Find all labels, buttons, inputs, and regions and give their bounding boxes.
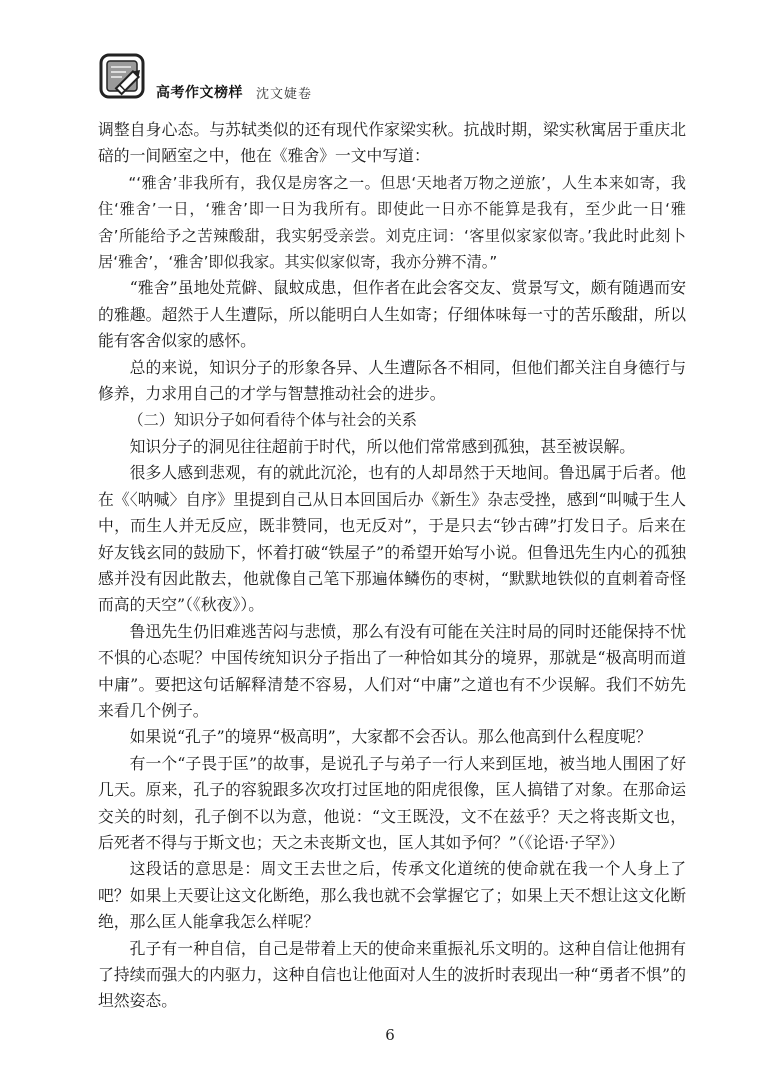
book-title: 高考作文榜样 <box>156 85 243 101</box>
paragraph: 调整自身心态。与苏轼类似的还有现代作家梁实秋。抗战时期，梁实秋寓居于重庆北碚的一间陋室之中，他在《雅舍》一文中写道： <box>98 120 686 166</box>
paragraph: 这段话的意思是：周文王去世之后，传承文化道统的使命就在我一个人身上了吧？如果上天要让这文化断绝，那么我也就不会掌握它了；如果上天不想让这文化断绝，那么匡人能拿我怎么样呢？ <box>98 859 686 932</box>
paragraph: 知识分子的洞见往往超前于时代，所以他们常常感到孤独，甚至被误解。 <box>129 436 636 456</box>
pencil-notebook-icon <box>98 52 148 102</box>
paragraph: 很多人感到悲观，有的就此沉沦，也有的人却昂然于天地间。鲁迅属于后者。他在《〈呐喊〉自序》里提到自己从日本回国后办《新生》杂志受挫，感到“叫喊于生人中，而生人并无反应，既非赞同，也无反对”，于是只去“钞古碑”打发日子。后来在好友钱玄同的鼓励下，怀着打破“铁屋子”的希望开始写小说。但鲁迅先生内心的孤独感并没有因此散去，他就像自己笔下那遍体鳞伤的枣树，“默默地铁似的直刺着奇怪而高的天空”（《秋夜》）。 <box>98 463 686 615</box>
paragraph: “雅舍”虽地处荒僻、鼠蚊成患，但作者在此会客交友、赏景写文，颇有随遇而安的雅趣。超然于人生遭际，所以能明白人生如寄；仔细体味每一寸的苦乐酸甜，所以能有客舍似家的感怀。 <box>98 278 686 351</box>
paragraph: 总的来说，知识分子的形象各异、人生遭际各不相同，但他们都关注自身德行与修养，力求用自己的才学与智慧推动社会的进步。 <box>98 357 686 404</box>
page-header <box>98 52 698 108</box>
paragraph: 孔子有一种自信，自己是带着上天的使命来重振礼乐文明的。这种自信让他拥有了持续而强大的内驱力，这种自信也让他面对人生的波折时表现出一种“勇者不惧”的坦然姿态。 <box>98 938 686 1011</box>
block-quote: “‘雅舍’非我所有，我仅是房客之一。但思‘天地者万物之逆旅’，人生本来如寄，我住‘雅舍’一日，‘雅舍’即一日为我所有。即使此一日亦不能算是我有，至少此一日‘雅舍’所能给予之苦辣酸甜，我实躬受亲尝。刘克庄词：‘客里似家家似寄。’我此时此刻卜居‘雅舍’，‘雅舍’即似我家。其实似家似寄，我亦分辨不清。” <box>98 173 686 272</box>
article-body <box>98 117 686 1015</box>
paragraph: 有一个“子畏于匡”的故事，是说孔子与弟子一行人来到匡地，被当地人围困了好几天。原来，孔子的容貌跟多次攻打过匡地的阳虎很像，匡人搞错了对象。在那命运交关的时刻，孔子倒不以为意，他说：“文王既没，文不在兹乎？天之将丧斯文也，后死者不得与于斯文也；天之未丧斯文也，匡人其如予何？”（《论语·子罕》） <box>98 753 686 852</box>
page-number: 6 <box>385 1026 395 1044</box>
paragraph: 如果说“孔子”的境界“极高明”，大家都不会否认。那么他高到什么程度呢？ <box>129 727 652 747</box>
paragraph: 鲁迅先生仍旧难逃苦闷与悲愤，那么有没有可能在关注时局的同时还能保持不忧不惧的心态呢？中国传统知识分子指出了一种恰如其分的境界，那就是“极高明而道中庸”。要把这句话解释清楚不容易，人们对“中庸”之道也有不少误解。我们不妨先来看几个例子。 <box>98 621 686 720</box>
section-heading: （二）知识分子如何看待个体与社会的关系 <box>128 411 417 430</box>
book-author: 沈文婕卷 <box>256 87 313 102</box>
